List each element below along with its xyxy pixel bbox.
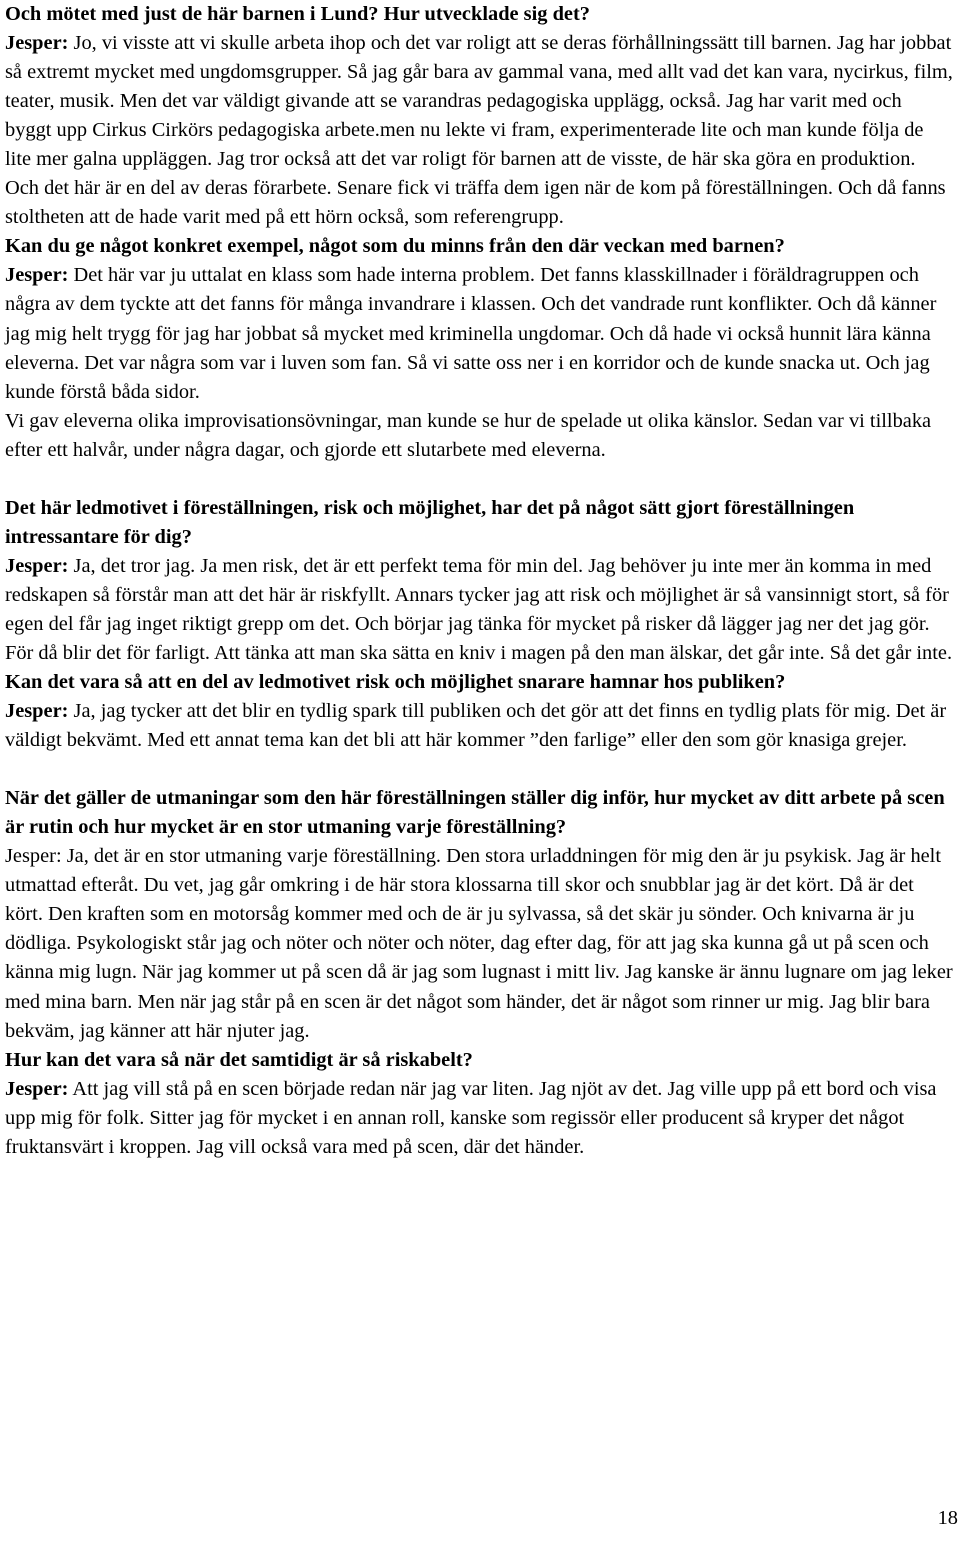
answer-text: Det här var ju uttalat en klass som hade interna problem. Det fanns klasskillnader i föräldragruppen och några av dem tyckte att det fanns för många invandrare i klassen. Och det vandrade runt konflikter. Och då känner jag mig helt trygg för jag har jobbat så mycket med kriminella ungdomar. Och då hade vi också hunnit lära känna eleverna. Det var några som var i luven som fan. Så vi satte oss ner i en korridor och de kunde snacka ut. Och jag kunde förstå båda sidor. — [5, 264, 937, 403]
blank-line — [5, 465, 953, 494]
interview-question: Kan det vara så att en del av ledmotivet risk och möjlighet snarare hamnar hos publiken? — [5, 671, 786, 694]
blank-line — [5, 755, 953, 784]
answer-text: Ja, det tror jag. Ja men risk, det är ett perfekt tema för min del. Jag behöver ju inte mer än komma in med redskapen så förstår man att det här är riskfyllt. Annars tycker jag att risk och möjlighet är så vansinnigt stort, så för egen del får jag inget riktigt grepp om det. Och börjar jag tänka för mycket på risker då lägger jag ner det jag gör. För då blir det för farligt. Att tänka att man ska sätta en kniv i magen på den man älskar, det går inte. Så det går inte. — [5, 554, 953, 664]
answer-text: Att jag vill stå på en scen började redan när jag var liten. Jag njöt av det. Jag ville upp på ett bord och visa upp mig för folk. Sitter jag för mycket i en annan roll, kanske som regissör eller producent så kryper det något fruktansvärt i kroppen. Jag vill också vara med på scen, där det händer. — [5, 1077, 937, 1158]
interview-question: Kan du ge något konkret exempel, något som du minns från den där veckan med barnen? — [5, 235, 785, 258]
page-number: 18 — [937, 1507, 958, 1529]
body-paragraph: Jesper: Ja, det är en stor utmaning varje föreställning. Den stora urladdningen för mig den är ju psykisk. Jag är helt utmattad efteråt. Du vet, jag går omkring i de här stora klossarna till skor och snubblar jag är det kört. Då är det kört. Den kraften som en motorsåg kommer med och de är ju sylvassa, så det skär ju sönder. Och knivarna är ju dödliga. Psykologiskt står jag och nöter och nöter och nöter, dag efter dag, för att jag ska kunna gå ut på scen och känna mig lugn. När jag kommer ut på scen då är jag som lugnast i mitt liv. Jag kanske är ännu lugnare om jag leker med mina barn. Men när jag står på en scen är det något som händer, det är något som rinner ur mig. Jag blir bara bekväm, jag känner att här njuter jag. — [5, 845, 953, 1042]
speaker-label: Jesper: — [5, 1077, 69, 1100]
speaker-label: Jesper: — [5, 554, 69, 577]
interview-answer — [5, 261, 953, 406]
interview-answer — [5, 1075, 953, 1162]
answer-text: Jo, vi visste att vi skulle arbeta ihop och det var roligt att se deras förhållningssätt till barnen. Jag har jobbat så extremt mycket med ungdomsgrupper. Så jag går bara av gammal vana, med allt vad det kan vara, nycirkus, film, teater, musik. Men det var väldigt givande att se varandras pedagogiska upplägg, också. Jag har varit med och byggt upp Cirkus Cirkörs pedagogiska arbete.men nu lekte vi fram, experimenterade lite och man kunde följa de lite mer galna uppläggen. Jag tror också att det var roligt för barnen att de visste, de här ska göra en produktion. Och det här är en del av deras förarbete. Senare fick vi träffa dem igen när de kom på föreställningen. Och då fanns stoltheten att de hade varit med på ett hörn också, som referengrupp. — [5, 32, 953, 229]
interview-question: Och mötet med just de här barnen i Lund? Hur utvecklade sig det? — [5, 3, 590, 25]
interview-question: När det gäller de utmaningar som den här föreställningen ställer dig inför, hur mycket av ditt arbete på scen är rutin och hur mycket är en stor utmaning varje föreställning? — [5, 787, 945, 839]
speaker-label: Jesper: — [5, 32, 69, 55]
interview-answer — [5, 552, 953, 668]
body-paragraph: Vi gav eleverna olika improvisationsövningar, man kunde se hur de spelade ut olika känslor. Sedan var vi tillbaka efter ett halvår, under några dagar, och gjorde ett slutarbete med eleverna. — [5, 409, 932, 461]
answer-text: Ja, jag tycker att det blir en tydlig spark till publiken och det gör att det finns en tydlig plats för mig. Det är väldigt bekvämt. Med ett annat tema kan det bli att här kommer ”den farlige” eller den som gör knasiga grejer. — [5, 700, 947, 752]
speaker-label: Jesper: — [5, 264, 69, 287]
interview-question: Hur kan det vara så när det samtidigt är så riskabelt? — [5, 1048, 473, 1071]
document-body — [5, 0, 953, 1162]
speaker-label: Jesper: — [5, 700, 69, 723]
interview-answer — [5, 697, 953, 755]
document-page — [5, 0, 953, 1162]
interview-answer — [5, 29, 953, 232]
interview-question: Det här ledmotivet i föreställningen, risk och möjlighet, har det på något sätt gjort föreställningen intressantare för dig? — [5, 496, 855, 548]
